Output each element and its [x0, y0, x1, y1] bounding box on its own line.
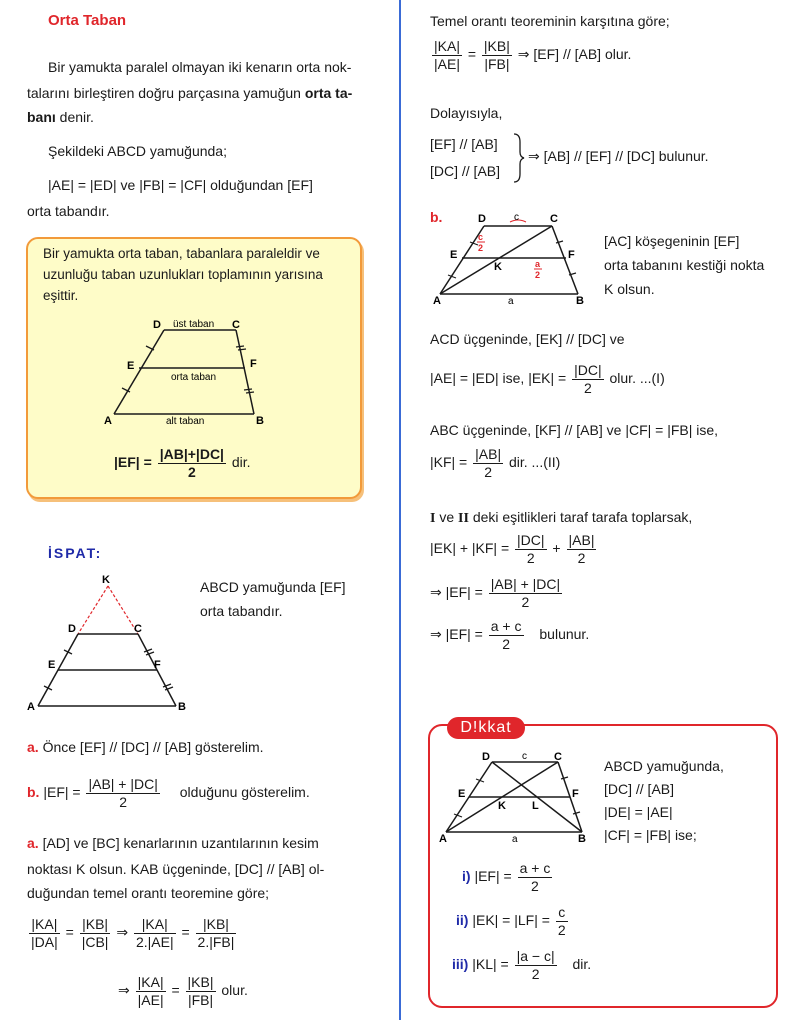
step-a: a. Önce [EF] // [DC] // [AB] gösterelim. — [27, 739, 264, 755]
attention-text-3: |DE| = |AE| — [604, 804, 673, 820]
proportion-equation-2: ⇒ $\frac{|KA|}{|AE|}$ = $\frac{|KB|}{|FB|}$ olur. — [118, 974, 248, 1008]
part-b-label: b. — [430, 209, 443, 225]
definition-line-1: Bir yamukta paralel olmayan iki kenarın orta nok- — [48, 59, 352, 75]
midline-label: orta taban — [171, 372, 217, 383]
b-vertex-d: D — [478, 213, 486, 225]
proportion-equation-1: $\frac{|KA|}{|DA|}$ = $\frac{|KB|}{|CB|}$ ⇒ $\frac{|KA|}{2.|AE|}$ = $\frac{|KB|}{2.|FB|}$ — [31, 916, 235, 950]
vertex-d: D — [153, 319, 161, 331]
theorem-line-3: eşittir. — [43, 288, 79, 303]
b-vertex-b: B — [576, 295, 584, 306]
half-c-den: 2 — [478, 243, 484, 253]
d-vertex-d: D — [482, 751, 490, 763]
proof-a-line-1: a. [AD] ve [BC] kenarlarının uzantılarının kesim — [27, 835, 319, 851]
proof-vertex-d: D — [68, 623, 76, 635]
abc-text: ABC üçgeninde, [KF] // [AB] ve |CF| = |FB| ise, — [430, 422, 719, 438]
vertex-f: F — [250, 358, 257, 370]
proof-vertex-c: C — [134, 623, 142, 635]
proof-a-line-3: duğundan temel orantı teoremine göre; — [27, 885, 270, 901]
proof-figure — [26, 572, 196, 717]
therefore-text: Dolayısıyla, — [430, 105, 503, 121]
b-vertex-a: A — [433, 295, 441, 306]
part-b-text-1: [AC] köşegeninin [EF] — [604, 233, 740, 249]
equation-ii: |KF| = $\frac{|AB|}{2}$ dir. ...(II) — [430, 446, 561, 480]
d-side-a: a — [512, 834, 518, 844]
b-vertex-f: F — [568, 249, 575, 261]
b-vertex-e: E — [450, 249, 458, 261]
upper-base-label: üst taban — [173, 319, 215, 330]
d-vertex-c: C — [554, 751, 562, 763]
condition-line-2: orta tabandır. — [27, 203, 110, 219]
b-side-a: a — [508, 296, 514, 306]
d-vertex-a: A — [439, 833, 447, 844]
part-b-text-3: K olsun. — [604, 281, 655, 297]
attention-figure — [436, 748, 596, 844]
bracket-result: ⇒ [AB] // [EF] // [DC] bulunur. — [528, 148, 709, 164]
sum-equation-2: ⇒ |EF| = $\frac{|AB| + |DC|}{2}$ — [430, 576, 561, 610]
diagonal-figure — [430, 208, 600, 306]
converse-intro: Temel orantı teoreminin karşıtına göre; — [430, 13, 670, 29]
b-side-c: c — [514, 212, 519, 223]
proof-vertex-f: F — [154, 659, 161, 671]
d-point-k: K — [498, 800, 506, 812]
trapezoid-figure — [26, 310, 358, 435]
proof-text-2: orta tabandır. — [200, 603, 283, 619]
theorem-line-1: Bir yamukta orta taban, tabanlara paraleldir ve — [43, 246, 320, 261]
section-title: Orta Taban — [48, 12, 127, 29]
sum-intro: I ve II deki eşitlikleri taraf tarafa toplarsak, — [430, 509, 693, 526]
vertex-a: A — [104, 415, 112, 427]
half-a-den: 2 — [535, 270, 541, 280]
proof-vertex-k: K — [102, 574, 110, 586]
proof-heading: İSPAT: — [48, 545, 103, 561]
b-vertex-c: C — [550, 213, 558, 225]
equation-i: |AE| = |ED| ise, |EK| = $\frac{|DC|}{2}$ olur. ...(I) — [430, 362, 665, 396]
acd-text: ACD üçgeninde, [EK] // [DC] ve — [430, 331, 625, 347]
bracket-line-1: [EF] // [AB] — [430, 136, 498, 152]
vertex-e: E — [127, 360, 135, 372]
definition-line-3: banı denir. — [27, 109, 94, 125]
intro-text: Şekildeki ABCD yamuğunda; — [48, 143, 227, 159]
d-side-c: c — [522, 751, 527, 762]
part-b-text-2: orta tabanını kestiği nokta — [604, 257, 765, 273]
proof-vertex-b: B — [178, 701, 186, 713]
d-vertex-e: E — [458, 788, 466, 800]
sum-equation-1: |EK| + |KF| = $\frac{|DC|}{2}$ + $\frac{|AB|}{2}$ — [430, 532, 595, 566]
theorem-line-2: uzunluğu taban uzunlukları toplamının yarısına — [43, 267, 323, 282]
proof-a-line-2: noktası K olsun. KAB üçgeninde, [DC] // [AB] ol- — [27, 861, 325, 877]
sum-equation-3: ⇒ |EF| = $\frac{a + c}{2}$ bulunur. — [430, 618, 590, 652]
d-vertex-b: B — [578, 833, 586, 844]
d-point-l: L — [532, 800, 539, 812]
brace-icon — [512, 132, 526, 184]
vertex-c: C — [232, 319, 240, 331]
lower-base-label: alt taban — [166, 416, 205, 427]
b-point-k: K — [494, 261, 502, 273]
result-i: i) |EF| = $\frac{a + c}{2}$ — [462, 860, 551, 894]
vertex-b: B — [256, 415, 264, 427]
result-ii: ii) |EK| = |LF| = $\frac{c}{2}$ — [456, 904, 566, 938]
condition-line-1: |AE| = |ED| ve |FB| = |CF| olduğundan [EF] — [48, 177, 313, 193]
converse-equation: $\frac{|KA|}{|AE|}$ = $\frac{|KB|}{|FB|}$ ⇒ [EF] // [AB] olur. — [434, 38, 632, 72]
definition-line-2: talarını birleştiren doğru parçasına yamuğun orta ta- — [27, 85, 353, 101]
half-c-num: c — [478, 232, 484, 242]
result-iii: iii) |KL| = $\frac{|a - c|}{2}$ dir. — [452, 948, 592, 982]
step-b: b. |EF| = $\frac{|AB| + |DC|}{2}$ olduğunu gösterelim. — [27, 776, 310, 810]
attention-text-2: [DC] // [AB] — [604, 781, 675, 797]
attention-text-4: |CF| = |FB| ise; — [604, 827, 697, 843]
midline-formula: |EF| = $\frac{|AB|+|DC|}{2}$ dir. — [114, 446, 251, 480]
proof-vertex-a: A — [27, 701, 35, 713]
attention-tab: D!kkat — [447, 717, 525, 739]
proof-text-1: ABCD yamuğunda [EF] — [200, 579, 346, 595]
attention-text-1: ABCD yamuğunda, — [604, 758, 724, 774]
half-a-num: a — [535, 259, 541, 269]
column-divider — [399, 0, 401, 1020]
d-vertex-f: F — [572, 788, 579, 800]
bracket-line-2: [DC] // [AB] — [430, 163, 501, 179]
proof-vertex-e: E — [48, 659, 56, 671]
